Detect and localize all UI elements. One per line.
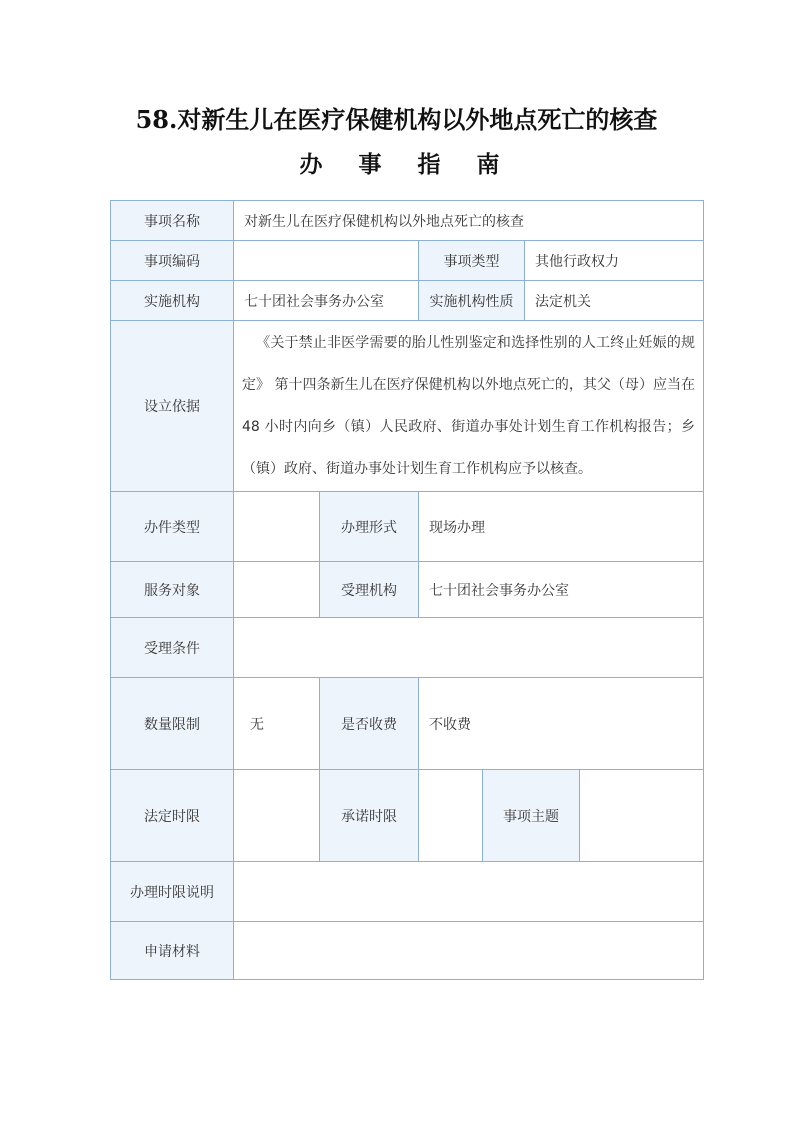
fee-value: 不收费 bbox=[419, 678, 704, 770]
limit-desc-label: 办理时限说明 bbox=[111, 862, 234, 922]
item-type-label: 事项类型 bbox=[419, 241, 525, 281]
row-materials bbox=[111, 922, 704, 980]
document-title: 58.对新生儿在医疗保健机构以外地点死亡的核查 bbox=[135, 105, 658, 134]
accept-agency-label: 受理机构 bbox=[320, 562, 419, 618]
agency-nature-label: 实施机构性质 bbox=[419, 281, 525, 321]
document-subtitle: 办 事 指 南 bbox=[299, 151, 514, 178]
handle-form-label: 办理形式 bbox=[320, 492, 419, 562]
item-name-value: 对新生儿在医疗保健机构以外地点死亡的核查 bbox=[234, 201, 704, 241]
basis-label: 设立依据 bbox=[111, 321, 234, 492]
handle-form-value: 现场办理 bbox=[419, 492, 704, 562]
item-code-value bbox=[234, 241, 419, 281]
agency-value: 七十团社会事务办公室 bbox=[234, 281, 419, 321]
row-quantity bbox=[111, 678, 704, 770]
item-type-value: 其他行政权力 bbox=[525, 241, 704, 281]
fee-label: 是否收费 bbox=[320, 678, 419, 770]
materials-label: 申请材料 bbox=[111, 922, 234, 980]
basis-text: 《关于禁止非医学需要的胎儿性别鉴定和选择性别的人工终止妊娠的规定》 第十四条新生儿在医疗保健机构以外地点死亡的，其父（母）应当在48 小时内向乡（镇）人民政府、街道办事处计划生育工作机构报告；乡（镇）政府、街道办事处计划生育工作机构应予以核查。 bbox=[242, 335, 695, 477]
case-type-label: 办件类型 bbox=[111, 492, 234, 562]
promise-limit-label: 承诺时限 bbox=[320, 770, 419, 862]
quantity-label: 数量限制 bbox=[111, 678, 234, 770]
service-target-value bbox=[234, 562, 320, 618]
theme-label: 事项主题 bbox=[483, 770, 580, 862]
row-accept-cond bbox=[111, 618, 704, 678]
accept-cond-label: 受理条件 bbox=[111, 618, 234, 678]
accept-cond-value bbox=[234, 618, 704, 678]
agency-label: 实施机构 bbox=[111, 281, 234, 321]
row-item-code bbox=[111, 241, 704, 281]
promise-limit-value bbox=[419, 770, 483, 862]
guide-table bbox=[110, 200, 704, 980]
row-service-target bbox=[111, 562, 704, 618]
item-code-label: 事项编码 bbox=[111, 241, 234, 281]
row-agency bbox=[111, 281, 704, 321]
row-basis bbox=[111, 321, 704, 492]
accept-agency-value: 七十团社会事务办公室 bbox=[419, 562, 704, 618]
legal-limit-label: 法定时限 bbox=[111, 770, 234, 862]
materials-value bbox=[234, 922, 704, 980]
theme-value bbox=[580, 770, 704, 862]
case-type-value bbox=[234, 492, 320, 562]
row-case-type bbox=[111, 492, 704, 562]
limit-desc-value bbox=[234, 862, 704, 922]
quantity-value: 无 bbox=[234, 678, 320, 770]
row-limit-desc bbox=[111, 862, 704, 922]
service-target-label: 服务对象 bbox=[111, 562, 234, 618]
item-name-label: 事项名称 bbox=[111, 201, 234, 241]
legal-limit-value bbox=[234, 770, 320, 862]
basis-value bbox=[234, 321, 704, 492]
agency-nature-value: 法定机关 bbox=[525, 281, 704, 321]
row-item-name bbox=[111, 201, 704, 241]
row-time-limit bbox=[111, 770, 704, 862]
